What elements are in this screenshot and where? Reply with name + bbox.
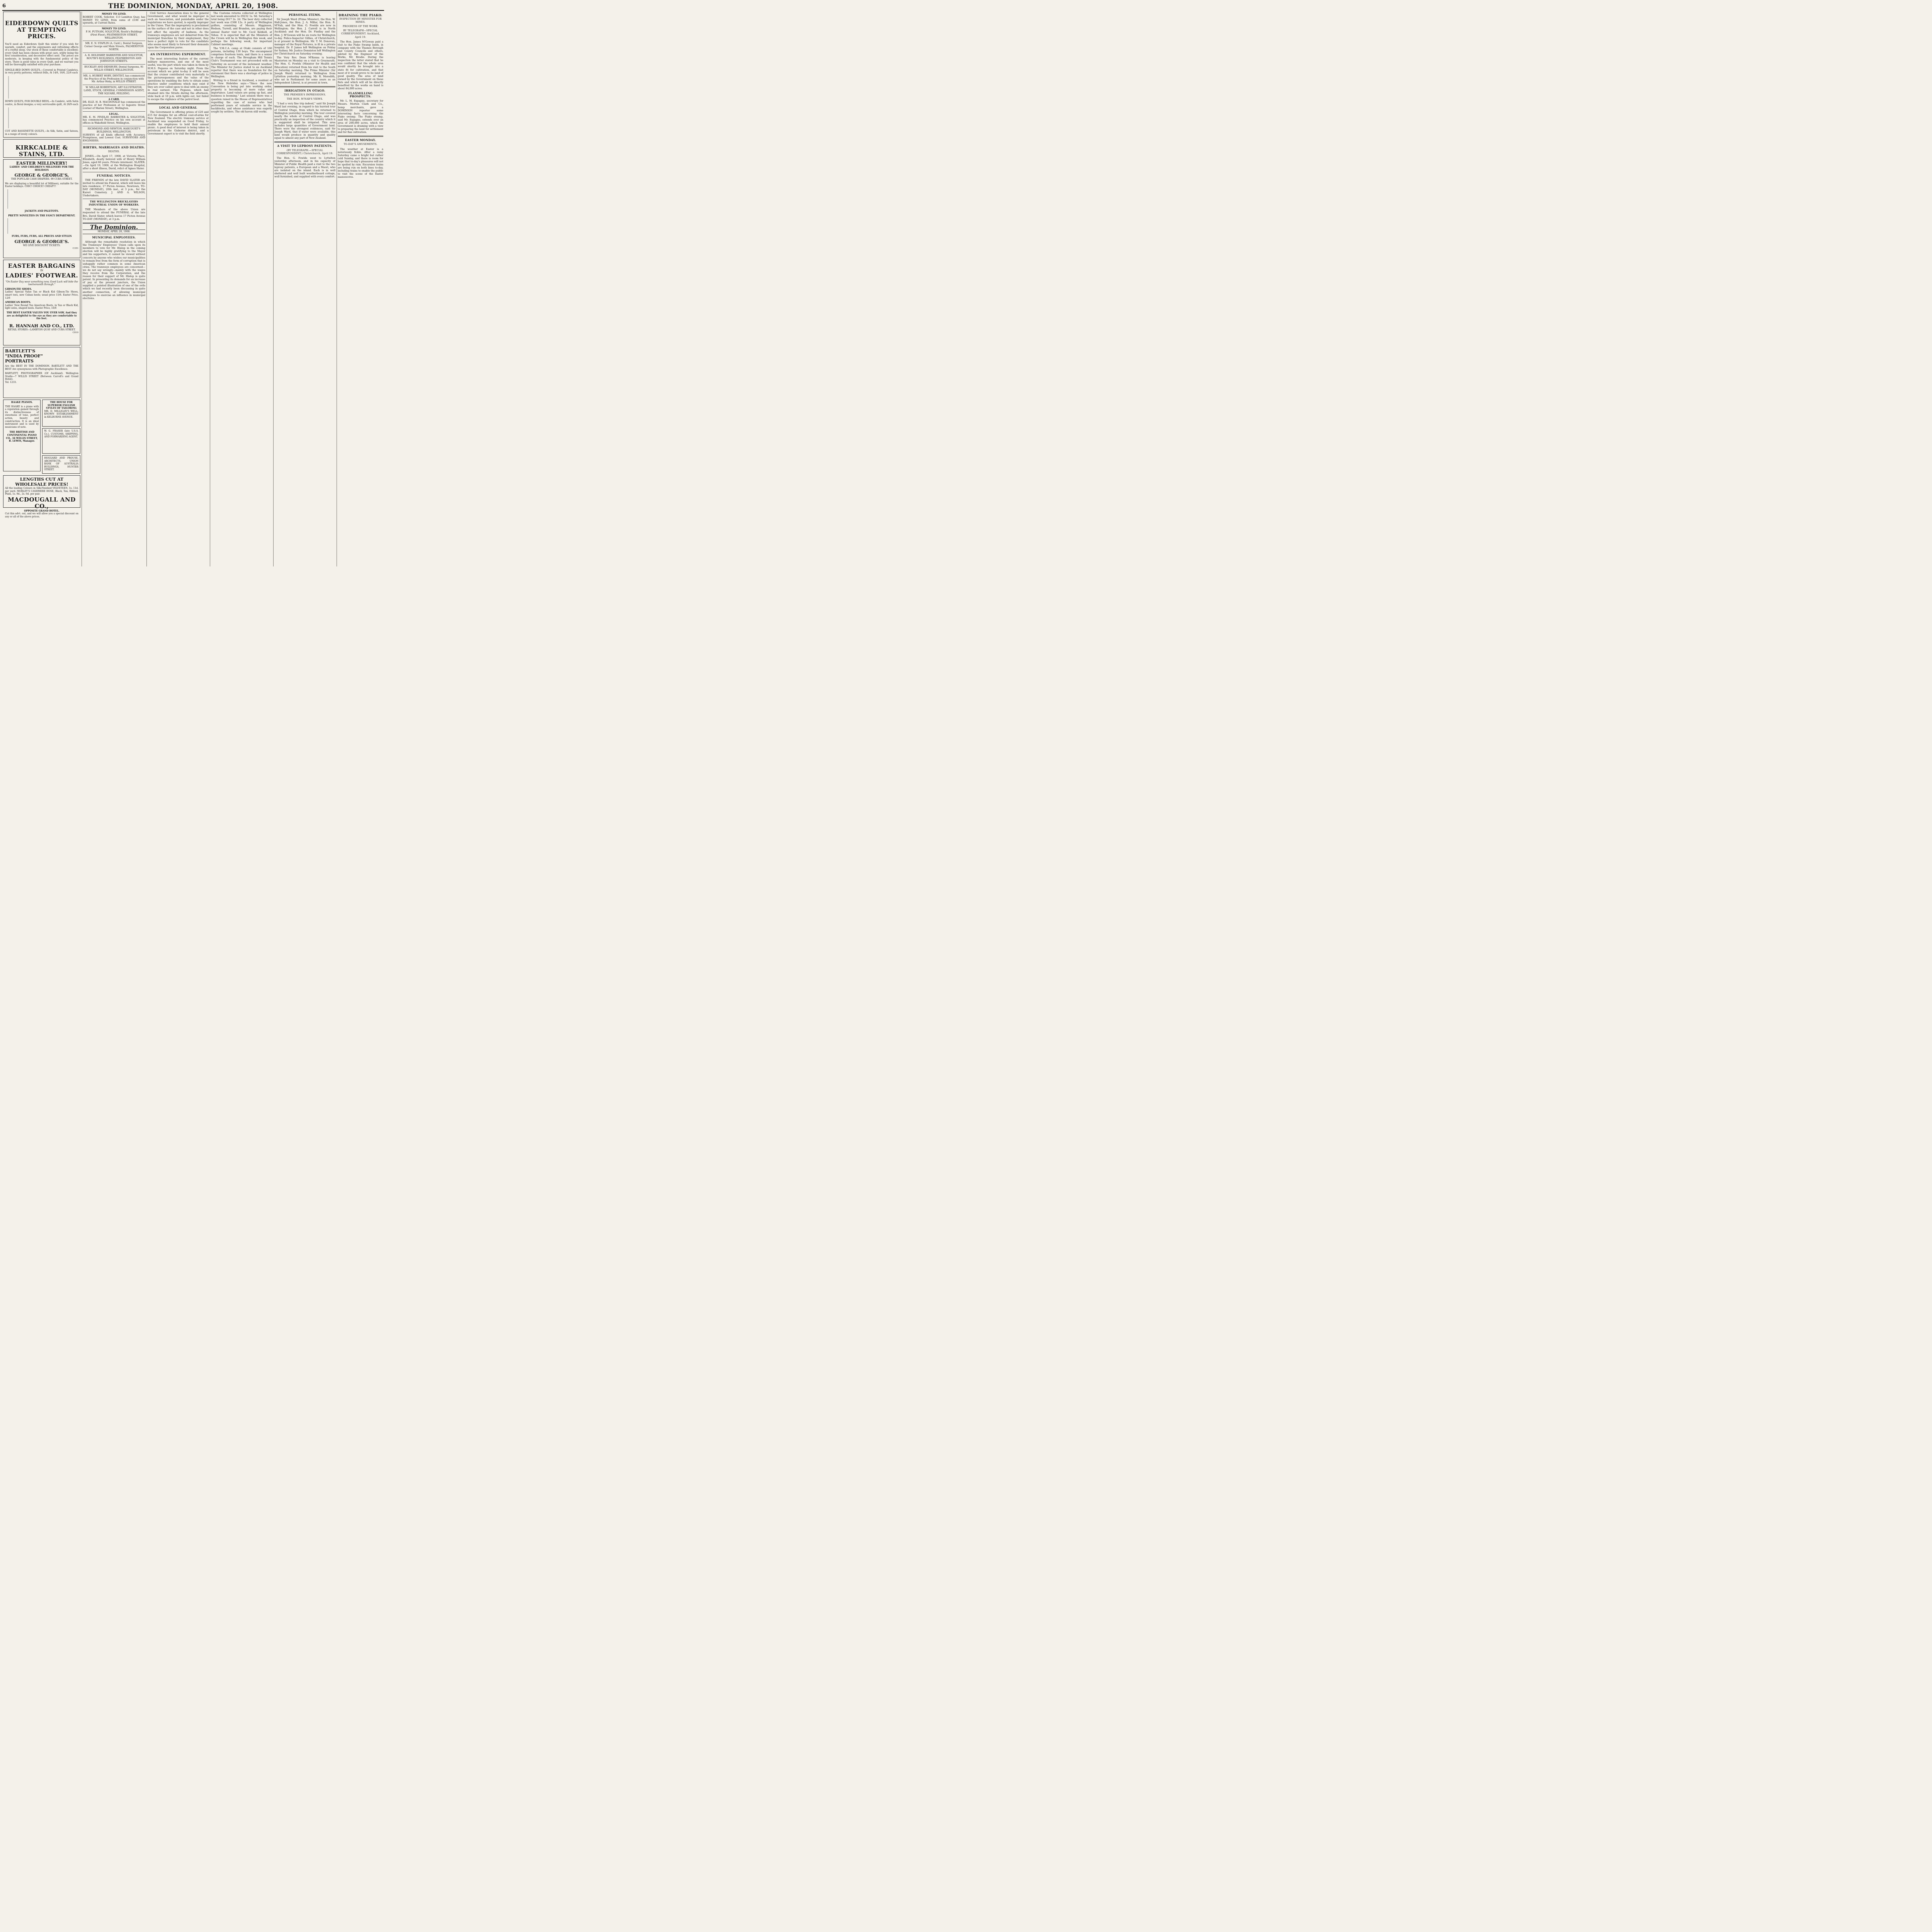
card-heading: MONEY TO LEND. — [102, 13, 126, 15]
news-text: The Very Rev. Dean M'Kenna is leaving Masterton on Monday on a visit to Greymouth. The Hon. G. Fowlds (Minister for Health and Education) returned from his visit to the South on Saturday morning. The Prime Minister (Sir Joseph Ward) returned to Wellington from Lyttelton yesterday morning. Mr. R. Meredith, who sat in Parliament for some years as an Independent Liberal, is at present in town. — [274, 56, 335, 84]
easter-bargains-title: EASTER BARGAINS — [8, 262, 76, 269]
column-rule — [273, 12, 274, 566]
section-heading: LOCAL AND GENERAL — [159, 105, 197, 109]
jackets-heading: JACKETS AND PALETOTS. — [24, 209, 59, 213]
fraser-ad — [42, 428, 80, 454]
divider — [338, 136, 383, 137]
card-text: P. H. PUTNAM, SOLICITOR, Routh's Buildings (First Floor), FEATHERSTON STREET, WELLINGTON. — [86, 30, 142, 39]
card-text: A. R. HOLDSHIP, BARRISTER AND SOLICITOR, ROUTH'S BUILDINGS, FEATHERSTON AND JOHNSTON STREETS. — [85, 54, 143, 63]
millinery-list — [7, 189, 78, 209]
ladies-footwear-title: LADIES' FOOTWEAR. — [5, 272, 78, 279]
divider — [274, 141, 335, 143]
section-heading: IRRIGATION IN OTAGO. — [284, 89, 325, 93]
quilt-price-list — [8, 107, 78, 128]
opposite-line: OPPOSITE GRAND HOTEL. — [24, 509, 60, 512]
bartlett-studio: BARTLETT, PHOTOGRAPHER (Of Auckland). Wellington Studio—7 WILLIS STREET (Between Carroll's and Grand Hotel). — [5, 372, 78, 381]
putnam-card — [83, 26, 145, 41]
section-subheading: THE PREMIER'S IMPRESSIONS. — [284, 94, 326, 97]
kirkcaldie-name: KIRKCALDIE & STAINS, LTD. — [15, 144, 68, 158]
gibson-heading: GIBSON-TIE SHOES. — [5, 287, 32, 291]
british-piano-co: THE BRITISH AND CONTINENTAL PIANO CO., 34 WILLIS STREET, B. LEWIS, Manager. — [6, 431, 38, 443]
george-name: GEORGE & GEORGE'S. — [14, 239, 69, 244]
eiderdown-title: EIDERDOWN QUILTS — [5, 20, 78, 27]
bartlett-name: BARTLETT'S — [5, 349, 36, 354]
american-heading: AMERICAN BOOTS. — [5, 301, 31, 304]
section-heading: FUNERAL NOTICES. — [97, 173, 131, 177]
dominion-masthead: The Dominion. — [90, 223, 138, 231]
bartlett-best: Are the BEST IN THE DOMINION. BARTLETT AND THE BEST Are synonymous with Photographic Excellence. — [5, 365, 78, 371]
buckley-card — [83, 65, 145, 73]
editorial-heading: MUNICIPAL EMPLOYEES. — [92, 235, 136, 239]
small-ads-row — [3, 400, 80, 475]
ladies-millinery: LADIES' AND CHILDREN'S MILLINERY FOR THE HOLIDAYS — [9, 166, 74, 172]
section-subheading: INSPECTION BY MINISTER FOR MINES. — [339, 18, 382, 24]
macdougall-name: MACDOUGALL AND CO., — [8, 496, 76, 510]
news-text: The Hon. James M'Gowan paid a visit to the Piako Swamp lands, in company with the Thames Borough and County Councils and others, piloted by the Engineer of the Works, Mr. Brodie. During the inspection the latter stated that he was confident that the whole area would shortly be brought into a state fit for cultivation, and that most of it would prove to be land of good quality. The area of land owned by the Government on these flats and which will all be directly benefited by the works on hand is about 84,000 acres. — [338, 40, 383, 90]
hannah-footwear-ad — [3, 260, 80, 345]
newspaper-title: THE DOMINION, MONDAY, APRIL 20, 1908. — [108, 2, 278, 10]
drapers-address: THE POPULAR CASH DRAPERS. 99 CUBA STREET. — [11, 178, 73, 181]
section-heading: FLAXMILLING PROSPECTS. — [348, 92, 373, 99]
card-text: W. MILLAR ROBERTSON, ART ILLUSTRATOR, LAND, STOCK, GENERAL COMMISSION AGENT, THE SQUARE, FEILDING. — [83, 86, 145, 95]
editorial-heading: AN INTERESTING EXPERIMENT. — [150, 53, 206, 56]
column-rule — [146, 12, 147, 566]
bartlett-tel: Tel. 1233. — [5, 381, 17, 384]
macdonald-card — [83, 97, 145, 112]
staplin-card — [83, 41, 145, 53]
section-subheading: BY TELEGRAPH—SPECIAL CORRESPONDENT. Auckland, April 19. — [341, 29, 380, 39]
easter-millinery-title: EASTER MILLINERY! — [16, 161, 68, 166]
card-text: MR. A. HUBERT HOBY, DENTIST, has commenced the Practice of his Profession in conjunction with Mr. Arthur Hoby, in WILLIS STREET. — [83, 74, 145, 83]
in-word: IN — [40, 269, 43, 272]
section-heading: EASTER MONDAY. — [345, 138, 376, 142]
millinery-text: We are displaying a beautiful lot of Millinery, suitable for the Easter holidays. CHIC! CHOICE! CHEAP!!! — [5, 182, 78, 188]
column-1-advertisements — [3, 12, 80, 566]
page-header — [2, 2, 384, 11]
double-bed-quilts: DOWN QUILTS, FOR DOUBLE BEDS,—In Cambric, with Satin centre, in floral designs; a very serviceable quilt, At 26/9 each — [5, 100, 78, 106]
card-heading: A CARD. — [108, 98, 120, 101]
divider — [148, 103, 209, 104]
hannah-address: RETAIL STORES—LAMBTON QUAY AND CUBA STREET. — [8, 328, 76, 331]
editorial-dateline: MONDAY, APRIL 20, 1908. — [83, 230, 145, 234]
ad-code: C351 — [73, 247, 78, 250]
single-bed-quilts: SINGLE-BED DOWN QUILTS,—Covered in Printed Cambrics, in very pretty patterns, without frills, At 14/6, 16/6, 22/6 each — [5, 68, 78, 75]
novelties-heading: PRETTY NOVELTIES IN THE FANCY DEPARTMENT. — [8, 214, 75, 217]
haake-title: HAAKE PIANOS. — [11, 401, 33, 404]
furs-line: FURS, FURS, FURS, ALL PRICES AND STYLES — [12, 235, 72, 238]
news-text: "I had a very fine trip indeed," said Sir Joseph Ward last evening, in regard to his hurried tour of Central Otago, from which he returned to Wellington yesterday morning. The tour covered nearly the whole of Central Otago, and was practically an inspection of the country which it is suggested shall be irrigated. This area includes large quantities of Government land. There were the strongest evidences, said Sir Joseph Ward, that if water were available, this land would produce in quantity and quality equal to almost any part of New Zealand. — [274, 102, 335, 140]
hannah-name: R. HANNAH AND CO., LTD. — [9, 323, 74, 328]
card-text: SURVEYS of all kinds effected with Accuracy, Promptness, and Lowest Cost. SURVEYORS AND ENGINEERS. — [83, 133, 145, 143]
deaths-notice: JONES.—On April 17, 1908, at Victoria Place, Elizabeth, dearly beloved wife of Henry William Jones, aged 66 years. Private interment. SLATER.—On April 19, 1908, at the Wellington Hospital, after a short illness, David, relict of Agnes Slater. — [83, 155, 145, 170]
lengths-title: LENGTHS CUT AT WHOLESALE PRICES! — [15, 477, 68, 487]
section-heading: A VISIT TO LEPROSY PATIENTS. — [277, 144, 333, 148]
american-text: Ladies' New Round Toe American Boots, in Tan or Black Kid, light soles, shaped heels. Easter Price, 16/6 — [5, 304, 78, 310]
money-to-lend-card — [83, 12, 145, 26]
lengths-text: All the leading Colours in Silk-Finished VELVETEEN, 1s. 11d. per yard. MORLEY'S CASHMERE HOSE, Black, Tan, Ribbed, Plain, 1s. 9d., 2s. 6d. per pair. — [5, 487, 78, 496]
column-2 — [83, 12, 145, 566]
eiderdown-subtitle: AT TEMPTING PRICES. — [17, 26, 66, 40]
section-subheading: THE HON. M'NAB'S VIEWS. — [287, 98, 323, 101]
novelties-list — [7, 218, 78, 234]
bricklayers-heading: THE WELLINGTON BRICKLAYERS INDUSTRIAL UNION OF WORKERS. — [88, 201, 139, 207]
column-4 — [211, 12, 272, 566]
milligan-text: MR. D. MILLIGAN'S WELL-KNOWN ESTABLISHMENT in KELBURNE AVENUE. — [44, 410, 78, 418]
news-text: Sir Joseph Ward (Prime Minister), the Hon. W. Hall-Jones, the Hon. J. A. Millar, the Hon. R. M'Nab, and the Hon. G. Fowlds are now in Wellington; the Hon. J. Carroll is in North Auckland; and the Hon. Dr. Findlay and the Hon. J. M'Gowan will be en route for Wellington to-day. Police-Inspector Gillies, of Christchurch, is at present in Wellington. Mr. T. M. Donovan, manager of the Royal Pictures, is ill in a private hospital. Dr. P. James left Wellington on Friday for Sydney. Mr. Justice Denniston left Wellington for Christchurch on Saturday evening. — [274, 18, 335, 56]
kirkcaldie-ad — [3, 139, 80, 158]
macdougall-ad — [3, 475, 80, 518]
news-text: The Government is offering prizes of £20 and £15 for designs for an official coat-of-arms for New Zealand. The electric tramway service at Auckland was suspended on Good Friday, to enable the employees to hold their annual picnic. A good deal of interest is being taken in petroleum in the Gisborne district, and a Government expert is to visit the field shortly. — [148, 110, 209, 136]
news-text: Writing to a friend in Auckland, a resident of the New Hebrides says:—"Since the new Convention is being put into working order, property is becoming of more value and importance. Land values are going up fast, and business is booming." Last session there was a question raised in the House of Representatives regarding the case of nurses who had performed years of valuable service in the backblocks, and whose assistance was eagerly sought by settlers. The old haven still works. — [211, 78, 272, 113]
card-text: BUCKLEY AND DIDSBURY, Dental Surgeons, 91 WILLIS STREET, WELLINGTON. — [84, 66, 144, 71]
card-text: MR. E. M. FINDLAY, BARRISTER & SOLICITOR, has commenced Practice on his own account at offices in Wakefield Street, Wellington. — [83, 116, 145, 125]
news-text: The Y.M.C.A. camp at Otaki consists of 160 persons, including 130 boys. The encampment comprises fourteen tents, and there is a senior in charge of each. The Brougham Hill Tennis Club's Tournament was not proceeded with on Saturday on account of the inclement weather. The Minister for Justice stated to an Auckland reporter that there was no foundation for the statement that there was a shortage of police in Wellington. — [211, 47, 272, 78]
ad-code: C810 — [73, 332, 78, 334]
page-number: 6 — [2, 3, 6, 9]
column-5 — [274, 12, 335, 566]
card-text: ROBERT COOK, Solicitor, 113 Lambton Quay, has MONEY TO LEND, from sums of £100 and upwards, at Current Rates. — [83, 15, 145, 25]
news-text: Mr. L. M. Espagne, secretary for Messrs. Morton Clark and Co., hemp merchants, gave a DOMINION reporter some interesting facts concerning the Piako swamp. The Piako swamp, said Mr. Espagne, extends over an area of 200,000 acres, which the Government is draining with a view to preparing the land for settlement and for flax cultivation. — [338, 99, 383, 134]
section-heading: PERSONAL ITEMS. — [289, 13, 321, 17]
hoby-card — [83, 73, 145, 85]
footwear-quote: "On Easter Day wear something new, Good Luck will bide the twelvemonth through." — [5, 280, 78, 286]
card-heading: MONEY TO LEND. — [102, 27, 126, 31]
haake-pianos-ad — [3, 400, 41, 471]
business-cards — [42, 400, 80, 475]
section-subheading: DEATHS. — [108, 150, 120, 153]
news-text: The Customs returns collected at Wellington last week amounted to £9232 1s. 9d. Saturday's total being £617 2s. 2d. The beer duty collected last week was £368 12s. A party of Wellington golfers, consisting of Messrs. Higginson, Hodson, Turrell, and Brandon, are paying their annual Easter visit to Mr. Cecil Kebbell, at Tehoe. It is expected that all the Ministers of the Crown will be in Wellington this week, and perhaps the following week, for important Cabinet meetings. — [211, 12, 272, 46]
column-6 — [338, 12, 383, 566]
eiderdown-intro: You'll need an Eiderdown Quilt this winter if you wish for warmth, comfort, and the enjoyments and refreshing effects of a restful sleep. Our stock of these comfortable is excellent; every Quilt has been chosen with great care, utility being the first consideration, and decorative effect next. The prices are moderate, in keeping with the fundamental policy of the store. There is good value in every Quilt, and we warrant you will be thoroughly satisfied with your purchase. — [5, 43, 78, 66]
editorial-text: Civil Service Association does to the general Government, and what would be improper in such an Association, and punishable under the regulations we have quoted, is equally improper in the Union. That the impropriety is proclaimed on the surface of the case and not in other does not affect the equality of badness. As the tramways employees are not debarred from the municipal franchise by their employment, they have a perfect right to vote for the candidate who seems most likely to forward their demands upon the Corporation purse. — [148, 12, 209, 49]
divider — [274, 86, 335, 87]
card-text: DR. ELIZ. H. B. MACDONALD has commenced the practice of her Profession at 12 Ingestre Street (corner of Marion Street), Wellington. — [83, 101, 145, 110]
funeral-notice: THE FRIENDS of the late DAVID SLATER are invited to attend his Funeral, which will leave his late residence, 17 Picton Avenue, Newtown, TO-DAY (MONDAY), 20th inst., at 3 p.m., for the Karori Cemetery. J. AND A. WILSON, Undertakers. — [83, 178, 145, 197]
fraser-text: W. G. FRASER (late U.S.S. Co.), CUSTOMS, SHIPPING, AND FORWARDING AGENT. — [44, 430, 78, 439]
tailoring-ad — [42, 400, 80, 427]
section-subheading: (BY TELEGRAPH.—SPECIAL CORRESPONDENT.) Christchurch, April 19. — [276, 149, 333, 155]
holdship-card — [83, 53, 145, 65]
hoggard-ad — [42, 455, 80, 474]
findlay-card — [83, 112, 145, 126]
card-heading: LEGAL. — [109, 112, 119, 116]
tailoring-title: THE HOUSE FOR SUPERIOR ENGLISH STYLES OF TAILORING — [46, 401, 77, 410]
richmond-card — [83, 126, 145, 144]
bartlett-portraits-ad — [3, 347, 80, 398]
editorial-text: The most interesting feature of the current military manoeuvres, and one of the most useful, was the part which was taken in them by H.M.S. Pegasus on Saturday night. From the account which we print to-day it will be seen that the cruiser contributed very materially to the picturesqueness and the value of the operations by enabling the forts to obtain some practice under conditions which may exist if they are ever called upon to deal with an enemy in real earnest. The Pegasus, which had steamed into the Straits during the afternoon, stole back at 10 p.m. with lights out, but failed to escape the vigilance of the patrol boat. — [148, 57, 209, 101]
news-text: The weather at Easter is a notoriously fickle. After a rainy Saturday came a bright but rather cold Sunday, and there is room for hope that to-day's pleasures will not be spoiled by rain. Excursion trains are being run on both lines to-day, including trains to enable the public to visit the scene of the Easter manoeuvres. — [338, 147, 383, 179]
editorial-text: Although the remarkable resolution in which the Tramways' Employees' Union calls upon its members to vote for Mr. Hislop in the coming election will be highly gratifying to the Mayor and his supporters, it cannot be viewed without concern by anyone who wishes our municipalities to remain free from the form of corruption that is unhappily rather common in some American cities. The tramways employees are concerned—we do not say wrongly—mainly with the wages they receive from the Corporation, and the reason for their support of Mr. Hislop is quite patent. In presenting its demands for an increase of pay at the present juncture, the Union supplied a pointed illustration of one of the evils which we had recently been discussing in quite another connection, of allowing municipal employees to exercise an influence in municipal elections. — [83, 240, 145, 300]
section-heading: DRAINING THE PIAKO. — [338, 13, 383, 17]
eiderdown-quilts-ad — [3, 12, 80, 138]
cot-quilts: COT AND BASSINETTE QUILTS,—In Silk, Satin, and Sateen, in a range of lovely colours. — [5, 130, 78, 136]
portraits-word: PORTRAITS — [5, 359, 34, 364]
george-millinery-ad — [3, 159, 80, 258]
section-heading: BIRTHS, MARRIAGES AND DEATHS. — [83, 145, 145, 149]
column-3 — [148, 12, 209, 566]
newspaper-page — [0, 0, 386, 569]
news-text: The Hon. G. Fowlds went to Lyttelton yesterday afternoon, and in his capacity of Minister of Public Health paid a visit to the two leprosy patients, a European and a Maori, who are isolated on the island. Each is in well sheltered and well built weatherboard cottage, well furnished, and supplied with every comfort. — [274, 156, 335, 179]
discount-line: WE GIVE DISCOUNT TICKETS. — [23, 244, 61, 247]
cutout-line: Cut this advt. out, and we will allow you a special discount on any or all of the above prices. — [5, 512, 78, 518]
quilt-price-list — [8, 76, 78, 99]
india-proof: "INDIA PROOF" — [5, 354, 43, 359]
gibson-text: Ladies' Special Value Tan or Black Kid Gibson-Tie Shoes, smart toes, new Cuban heels; usual price 15/6. Easter Price, 12/6 — [5, 291, 78, 299]
best-easter-line: THE BEST EASTER VALUES YOU EVER SAW, And they are as delightful to the eye as they are comfortable to the feet. — [6, 311, 77, 320]
hoggard-text: HOGGARD AND PROUSE, ARCHITECTS, UNION BANK OF AUSTRALIA BUILDINGS, HUNTER STREET. — [44, 457, 78, 471]
haake-text: THE HAAKE is a piano with a reputation gained through its distinctiveness of sweetness of tone, perfect action, beauty and construction. It is an ideal instrument and is used by musicians of note. — [5, 405, 39, 429]
robertson-card — [83, 85, 145, 97]
card-text: RICHMOND AND NEWTON, HARCOURT'S BUILDINGS, WELLINGTON. — [87, 127, 141, 133]
george-name: GEORGE & GEORGE'S, — [14, 173, 69, 178]
section-subheading: PROGRESS OF THE WORK. — [343, 25, 378, 28]
bricklayers-notice: THE Members of the above Union are requested to attend the FUNERAL of the late Bro. David Slater, which leaves 17 Picton Avenue TO-DAY (MONDAY), at 3 p.m. — [83, 208, 145, 221]
card-text: MR. E. N. STAPLIN (A. Card.), Dental Surgeon, Corner George and Main Streets, PALMERSTON NORTH. — [84, 42, 144, 51]
section-subheading: TO-DAY'S AMUSEMENTS. — [344, 143, 378, 146]
